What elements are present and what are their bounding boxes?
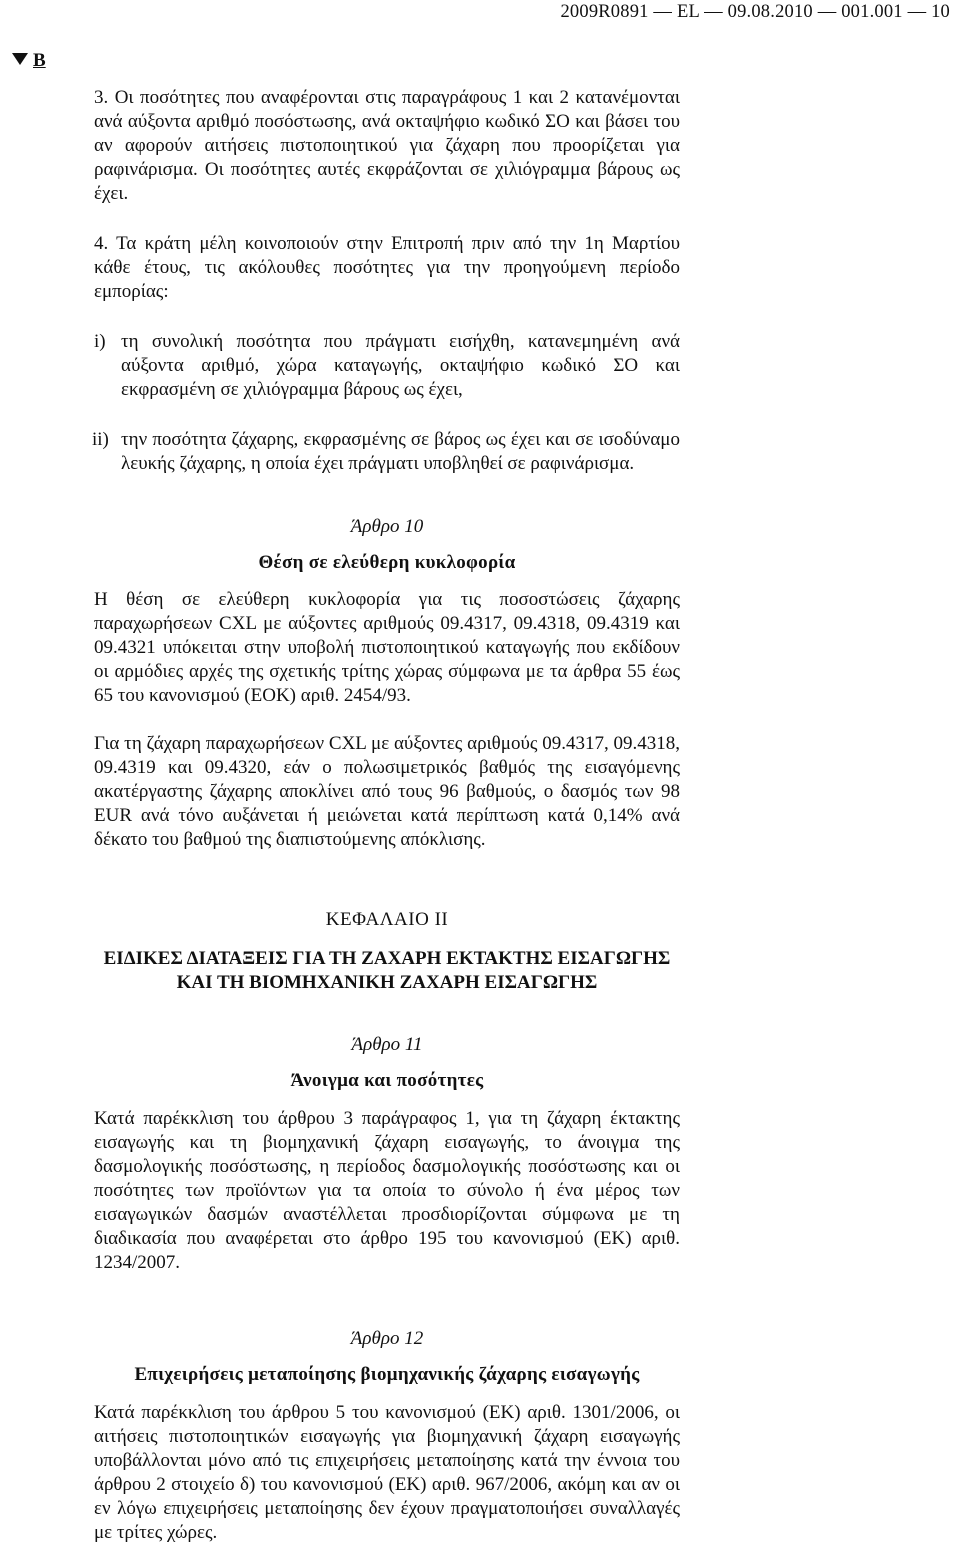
list-item-text: τη συνολική ποσότητα που πράγματι εισήχθη, κατανεμημένη ανά αύξοντα αριθμό, χώρα καταγωγής, οκταψήφιο κωδικό ΣΟ και εκφρασμένη σε χιλιόγραμμα βάρους ως έχει, xyxy=(121,331,680,400)
article-12-paragraph-1: Κατά παρέκκλιση του άρθρου 5 του κανονισμού (ΕΚ) αριθ. 1301/2006, οι αιτήσεις πιστοποιητικών εισαγωγής για βιομηχανική ζάχαρη εισαγωγής υποβάλλονται μόνο από τις επιχειρήσεις μεταποίησης κατά την έννοια του άρθρου 2 στοιχείο δ) του κανονισμού (ΕΚ) αριθ. 967/2006, ακόμη και αν οι εν λόγω επιχειρήσεις μεταποίησης δεν έχουν πραγματοποιήσει συναλλαγές με τρίτες χώρες. xyxy=(94,1402,680,1543)
article-12-title: Άρθρο 12 xyxy=(350,1328,424,1349)
chapter-2-heading: ΕΙΔΙΚΕΣ ΔΙΑΤΑΞΕΙΣ ΓΙΑ ΤΗ ΖΑΧΑΡΗ ΕΚΤΑΚΤΗΣ ΕΙΣΑΓΩΓΗΣ ΚΑΙ ΤΗ ΒΙΟΜΗΧΑΝΙΚΗ ΖΑΧΑΡΗ ΕΙΣΑΓΩΓΗΣ xyxy=(103,948,671,993)
list-item-text: την ποσότητα ζάχαρης, εκφρασμένης σε βάρος ως έχει και σε ισοδύναμο λευκής ζάχαρης, η οποία έχει πράγματι υποβληθεί σε ραφινάρισμα. xyxy=(121,429,680,474)
list-item xyxy=(94,330,680,402)
amendment-marker xyxy=(12,49,46,73)
triangle-down-icon xyxy=(12,53,28,65)
article-11-heading: Άνοιγμα και ποσότητες xyxy=(290,1070,484,1091)
paragraph-4-list xyxy=(94,330,680,476)
document-body xyxy=(94,86,680,1545)
paragraph-3: 3. Οι ποσότητες που αναφέρονται στις παραγράφους 1 και 2 κατανέμονται ανά αύξοντα αριθμό ποσόστωσης, ανά οκταψήφιο κωδικό ΣΟ και βάσει του αν αφορούν αιτήσεις πιστοποιητικού για ζάχαρη που προορίζεται για ραφινάρισμα. Οι ποσότητες αυτές εκφράζονται σε χιλιόγραμμα βάρους ως έχει. xyxy=(94,87,680,204)
article-10-paragraph-1: Η θέση σε ελεύθερη κυκλοφορία για τις ποσοστώσεις ζάχαρης παραχωρήσεων CXL με αύξοντες αριθμούς 09.4317, 09.4318, 09.4319 και 09.4321 υπόκειται στην υποβολή πιστοποιητικού καταγωγής που εκδίδουν οι αρμόδιες αρχές της σχετικής τρίτης χώρας σύμφωνα με τα άρθρα 55 έως 65 του κανονισμού (ΕΟΚ) αριθ. 2454/93. xyxy=(94,589,680,706)
article-10-heading: Θέση σε ελεύθερη κυκλοφορία xyxy=(258,552,516,573)
list-item-label: i) xyxy=(94,331,106,352)
list-item xyxy=(94,428,680,476)
article-10-title: Άρθρο 10 xyxy=(350,516,424,537)
list-item-label: ii) xyxy=(92,429,109,450)
article-10-paragraph-2: Για τη ζάχαρη παραχωρήσεων CXL με αύξοντες αριθμούς 09.4317, 09.4318, 09.4319 και 09.4320, εάν ο πολωσιμετρικός βαθμός της εισαγόμενης ακατέργαστης ζάχαρης αποκλίνει από τους 96 βαθμούς, ο δασμός των 98 EUR ανά τόνο αυξάνεται ή μειώνεται κατά περίπτωση κατά 0,14% ανά δέκατο του βαθμού της διαπιστούμενης απόκλισης. xyxy=(94,733,680,850)
chapter-2-title: ΚΕΦΑΛΑΙΟ II xyxy=(325,909,449,930)
amendment-marker-label: B xyxy=(33,50,46,71)
article-11-paragraph-1: Κατά παρέκκλιση του άρθρου 3 παράγραφος 1, για τη ζάχαρη έκτακτης εισαγωγής και τη βιομηχανική ζάχαρη εισαγωγής, το άνοιγμα της δασμολογικής ποσόστωσης, η περίοδος δασμολογικής ποσόστωσης και οι ποσότητες των προϊόντων για τα οποία το σύνολο ή ένα μέρος των εισαγωγικών δασμών αναστέλλεται προσδιορίζονται σύμφωνα με τη διαδικασία που αναφέρεται στο άρθρο 195 του κανονισμού (ΕΚ) αριθ. 1234/2007. xyxy=(94,1108,680,1273)
paragraph-4: 4. Τα κράτη μέλη κοινοποιούν στην Επιτροπή πριν από την 1η Μαρτίου κάθε έτους, τις ακόλουθες ποσότητες για την προηγούμενη περίοδο εμπορίας: xyxy=(94,233,680,302)
article-11-title: Άρθρο 11 xyxy=(351,1034,423,1055)
article-12-heading: Επιχειρήσεις μεταποίησης βιομηχανικής ζάχαρης εισαγωγής xyxy=(134,1364,640,1385)
document-reference: 2009R0891 — EL — 09.08.2010 — 001.001 — 10 xyxy=(560,2,950,22)
